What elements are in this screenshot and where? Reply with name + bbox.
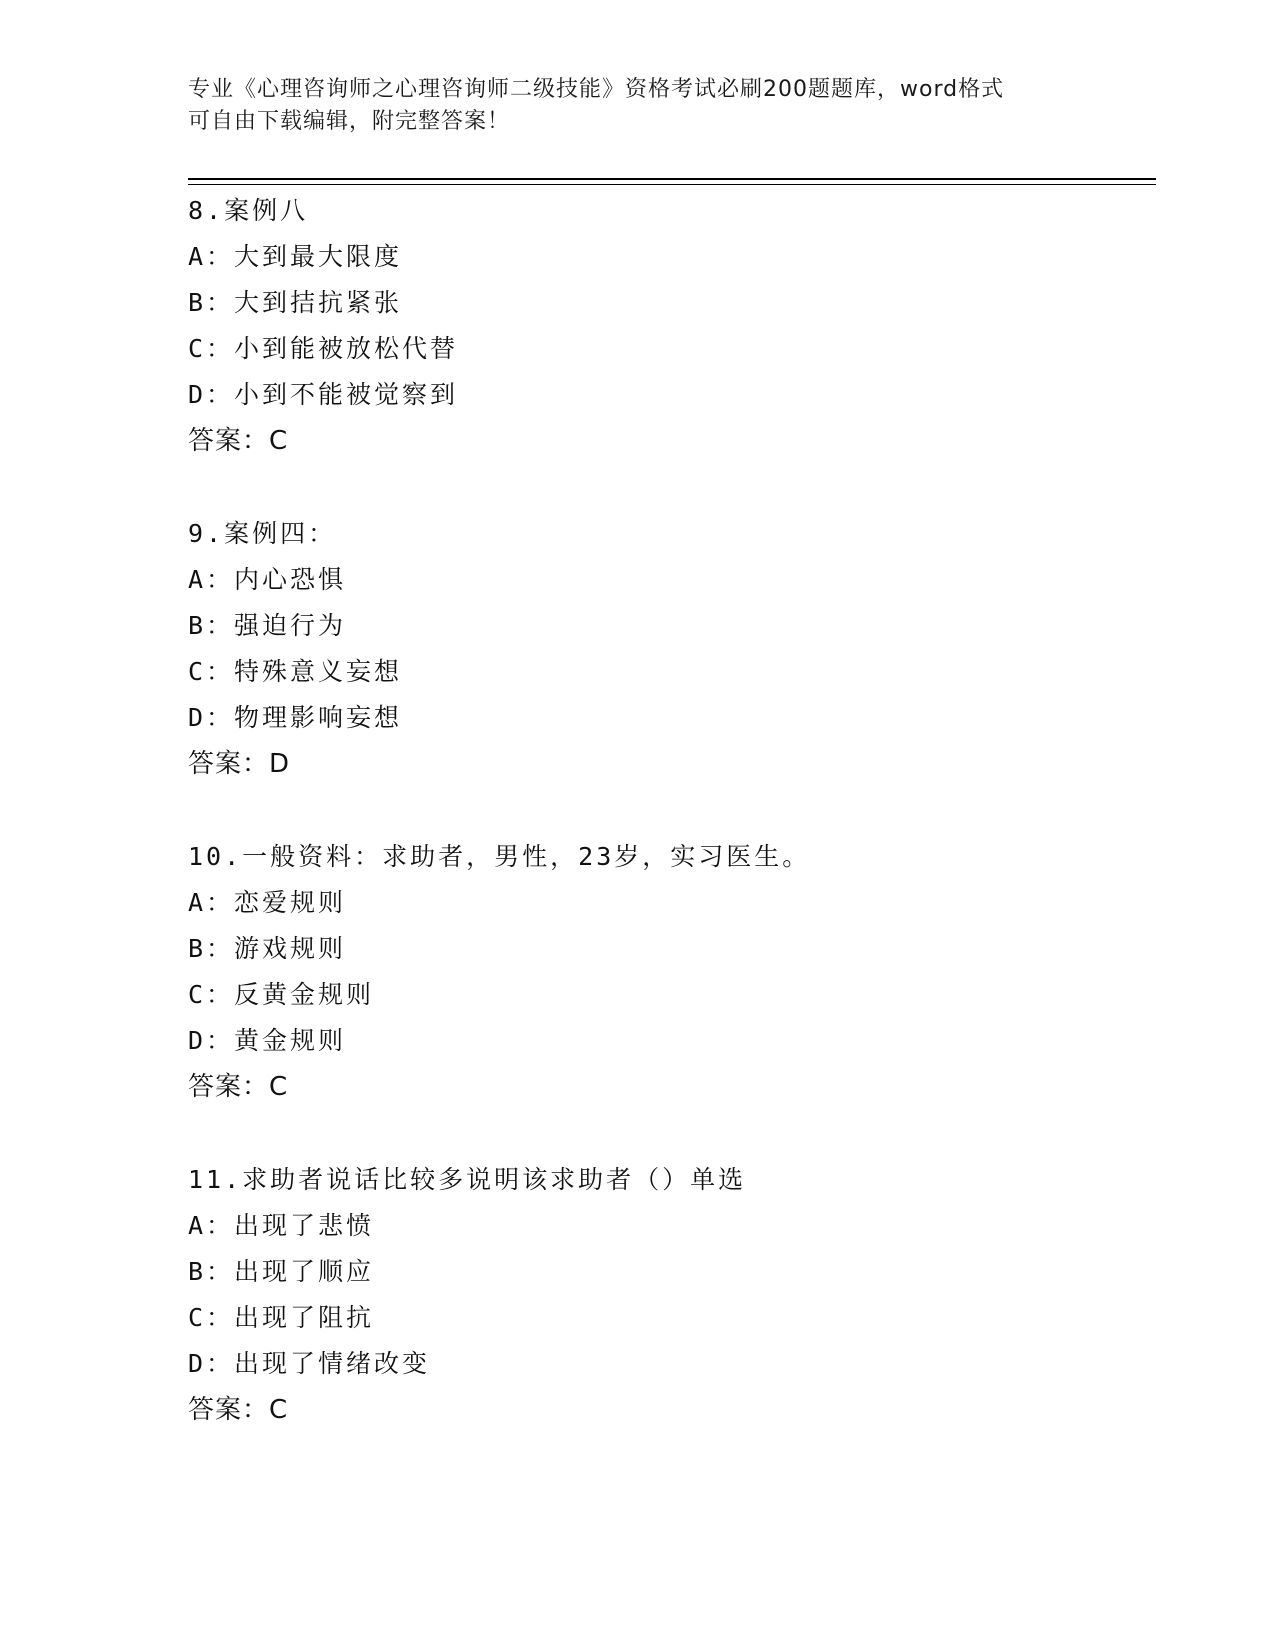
- question-11: [188, 1157, 1148, 1433]
- option-d: D：出现了情绪改变: [188, 1349, 431, 1378]
- header-line-2: 可自由下载编辑，附完整答案！: [188, 109, 511, 134]
- question-9: [188, 511, 1148, 787]
- option-d: D：物理影响妄想: [188, 703, 403, 732]
- answer-line: 答案：C: [188, 426, 289, 456]
- option-d: D：黄金规则: [188, 1026, 347, 1055]
- question-list: [188, 188, 1148, 1480]
- question-stem: 11.求助者说话比较多说明该求助者（）单选: [188, 1165, 747, 1194]
- option-a: A：恋爱规则: [188, 888, 347, 917]
- answer-line: 答案：C: [188, 1395, 289, 1425]
- option-b: B：出现了顺应: [188, 1257, 375, 1286]
- option-a: A：大到最大限度: [188, 242, 403, 271]
- document-header: [188, 74, 1068, 138]
- question-stem: 8.案例八: [188, 196, 309, 225]
- question-stem: 9.案例四：: [188, 519, 337, 548]
- question-stem: 10.一般资料：求助者，男性，23岁，实习医生。: [188, 842, 811, 871]
- option-b: B：大到拮抗紧张: [188, 288, 403, 317]
- option-a: A：内心恐惧: [188, 565, 347, 594]
- answer-line: 答案：D: [188, 749, 291, 779]
- answer-line: 答案：C: [188, 1072, 289, 1102]
- option-d: D：小到不能被觉察到: [188, 380, 459, 409]
- header-line-1: 专业《心理咨询师之心理咨询师二级技能》资格考试必刷200题题库，word格式: [188, 77, 1005, 102]
- option-c: C：小到能被放松代替: [188, 334, 459, 363]
- option-b: B：强迫行为: [188, 611, 347, 640]
- option-c: C：出现了阻抗: [188, 1303, 375, 1332]
- option-c: C：反黄金规则: [188, 980, 375, 1009]
- header-divider-thick: [188, 178, 1156, 180]
- question-8: [188, 188, 1148, 464]
- option-c: C：特殊意义妄想: [188, 657, 403, 686]
- option-b: B：游戏规则: [188, 934, 347, 963]
- question-10: [188, 834, 1148, 1110]
- option-a: A：出现了悲愤: [188, 1211, 375, 1240]
- header-divider-thin: [188, 184, 1156, 185]
